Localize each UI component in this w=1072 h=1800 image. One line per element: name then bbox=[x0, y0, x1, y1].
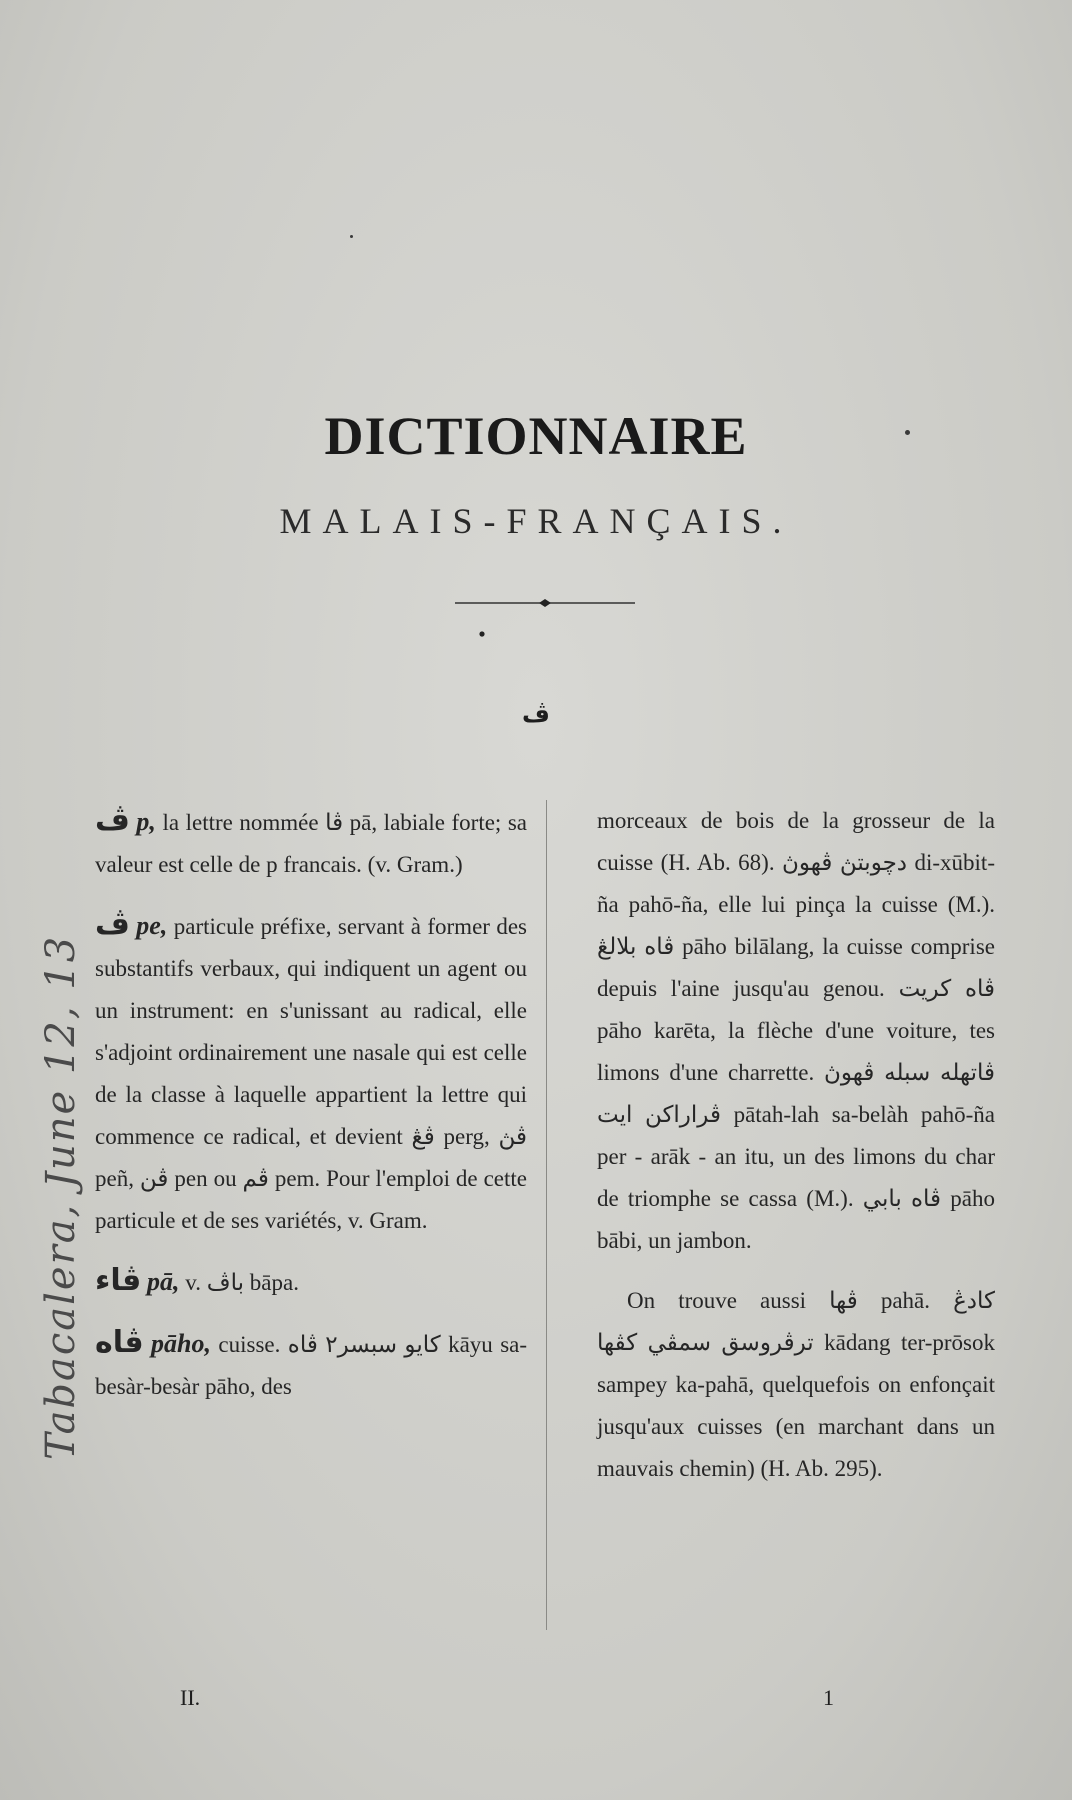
entry-arabic: ڤاه bbox=[95, 1325, 144, 1360]
entry-pe bbox=[95, 904, 527, 1242]
ornament-divider bbox=[455, 595, 635, 645]
page-number-left: II. bbox=[180, 1685, 201, 1710]
column-divider bbox=[546, 800, 547, 1630]
entry-arabic: ڤ bbox=[95, 803, 130, 838]
page-title: DICTIONNAIRE bbox=[324, 406, 748, 466]
entry-headword: pāho, bbox=[151, 1329, 211, 1358]
entry-headword: pe, bbox=[136, 911, 168, 940]
entry-headword: p, bbox=[136, 807, 156, 836]
entry-paho bbox=[95, 1322, 527, 1408]
entry-text: v. باڤ bāpa. bbox=[185, 1270, 299, 1295]
ink-speck bbox=[905, 430, 910, 435]
entry-text: particule préfixe, servant à former des substantifs verbaux, qui indiquent un agent ou un instrument: en s'unissant au radical, elle s'adjoint ordinairement une nasale qui est celle de la classe à laquelle appartient la lettre qui commence ce radical, et devient ڤڠ perg, ڤڽ peñ, ڤن pen ou ڤم pem. Pour l'emploi de cette particule et de ses variétés, v. Gram. bbox=[95, 914, 528, 1233]
ink-speck bbox=[350, 235, 353, 238]
entry-headword: pā, bbox=[147, 1267, 180, 1296]
right-paragraph-2: On trouve aussi ڤها pahā. كادڠ ترڤروسق سمڤي كڤها kādang ter-prōsok sampey ka-pahā, quelquefois on enfonçait jusqu'aux cuisses (en marchant dans un mauvais chemin) (H. Ab. 295). bbox=[597, 1288, 996, 1481]
right-column bbox=[597, 800, 995, 1508]
entry-text: cuisse. كايو سبسر٢ ڤاه kāyu sa-besàr-besàr pāho, des bbox=[95, 1332, 528, 1399]
entry-p bbox=[95, 800, 527, 886]
entry-arabic: ڤ bbox=[95, 907, 130, 942]
section-letter: ڤ bbox=[522, 700, 550, 728]
entry-pa bbox=[95, 1260, 527, 1304]
page-subtitle: MALAIS-FRANÇAIS. bbox=[279, 501, 793, 541]
left-column bbox=[95, 800, 527, 1426]
right-paragraph-1: morceaux de bois de la grosseur de la cuisse (H. Ab. 68). دچوبتڽ ڤهوڽ di-xūbit-ña pahō-ña, elle lui pinça la cuisse (M.). ڤاه بلالڠ pāho bilālang, la cuisse comprise depuis l'aine jusqu'au genou. ڤاه كريت pāho karēta, la flèche d'une voiture, tes limons d'une charrette. ڤاتهله سبله ڤهوڽ ڤراراكن ايت pātah-lah sa-belàh pahō-ña per - arāk - an itu, un des limons du char de triomphe se cassa (M.). ڤاه بابي pāho bābi, un jambon. bbox=[597, 808, 996, 1253]
page: DICTIONNAIRE MALAIS-FRANÇAIS. ڤ ڤ p, la lettre nommée ڤا pā, labiale forte; sa valeur est celle de p francais. (v. Gram.) ڤ pe, particule préfixe, servant à former des substantifs verbaux, qui indiquent un agent ou un instrument: en s'unissant au radical, elle s'adjoint ordinairement une nasale qui est celle de la classe à laquelle appartient la lettre qui commence ce radical, et devient ڤڠ perg, ڤڽ peñ, ڤن pen ou ڤم pem. Pour l'emploi de cette particule et de ses variétés, v. Gram. ڤاء pā, v. باڤ bāpa. ڤاه pāho, cuisse. كايو سبسر٢ ڤاه kāyu sa-besàr-besàr pāho, des morceaux de bois de la grosseur de la cuisse (H. Ab. 68). دچوبتڽ ڤهوڽ di-xūbit-ña pahō-ña, elle lui pinça la cuisse (M.). ڤاه بلالڠ pāho bilālang, la cuisse comprise depuis l'aine jusqu'au genou. ڤاه كريت pāho karēta, la flèche d'une voiture, tes limons d'une charrette. ڤاتهله سبله ڤهوڽ ڤراراكن ايت pātah-lah sa-belàh pahō-ña per - arāk - an itu, un des limons du char de triomphe se cassa (M.). ڤاه بابي pāho bābi, un jambon. On trouve aussi ڤها pahā. كادڠ ترڤروسق سمڤي كڤها kādang ter-prōsok sampey ka-pahā, quelquefois on enfonçait jusqu'aux cuisses (en marchant dans un mauvais chemin) (H. Ab. 295). II. 1 Tabacalera, June 12, 13 bbox=[0, 0, 1072, 1800]
entry-arabic: ڤاء bbox=[95, 1263, 142, 1298]
page-number-right: 1 bbox=[823, 1685, 834, 1710]
entry-text: la lettre nommée ڤا pā, labiale forte; sa valeur est celle de p francais. (v. Gram.) bbox=[95, 810, 528, 877]
